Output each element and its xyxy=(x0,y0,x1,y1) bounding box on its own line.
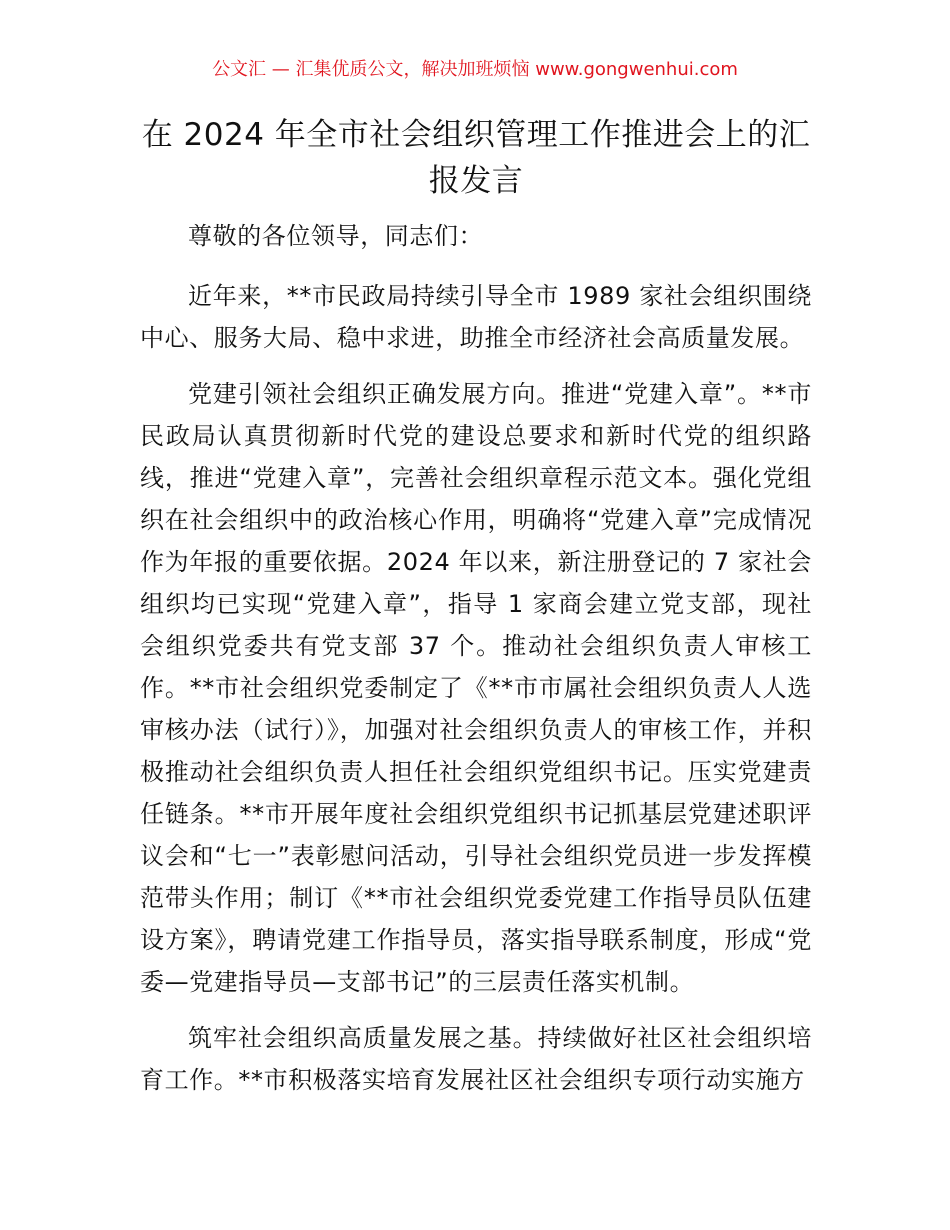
salutation-paragraph: 尊敬的各位领导，同志们： xyxy=(188,222,484,250)
watermark-header: 公文汇 — 汇集优质公文，解决加班烦恼 www.gongwenhui.com xyxy=(212,59,738,80)
party-building-paragraph: 党建引领社会组织正确发展方向。推进“党建入章”。**市民政局认真贯彻新时代党的建设总要求和新时代党的组织路线，推进“党建入章”，完善社会组织章程示范文本。强化党组织在社会组织中的政治核心作用，明确将“党建入章”完成情况作为年报的重要依据。2024 年以来，新注册登记的 7 家社会组织均已实现“党建入章”，指导 1 家商会建立党支部，现社会组织党委共有党支部 37 个。推动社会组织负责人审核工作。**市社会组织党委制定了《**市市属社会组织负责人人选审核办法（试行）》，加强对社会组织负责人的审核工作，并积极推动社会组织负责人担任社会组织党组织书记。压实党建责任链条。**市开展年度社会组织党组织书记抓基层党建述职评议会和“七一”表彰慰问活动，引导社会组织党员进一步发挥模范带头作用；制订《**市社会组织党委党建工作指导员队伍建设方案》，聘请党建工作指导员，落实指导联系制度，形成“党委—党建指导员—支部书记”的三层责任落实机制。 xyxy=(140,380,812,996)
document-body xyxy=(140,215,812,1115)
development-foundation-paragraph: 筑牢社会组织高质量发展之基。持续做好社区社会组织培育工作。**市积极落实培育发展社区社会组织专项行动实施方 xyxy=(140,1024,812,1094)
document-title: 在 2024 年全市社会组织管理工作推进会上的汇报发言 xyxy=(141,117,811,199)
intro-paragraph: 近年来，**市民政局持续引导全市 1989 家社会组织围绕中心、服务大局、稳中求进，助推全市经济社会高质量发展。 xyxy=(140,282,812,352)
